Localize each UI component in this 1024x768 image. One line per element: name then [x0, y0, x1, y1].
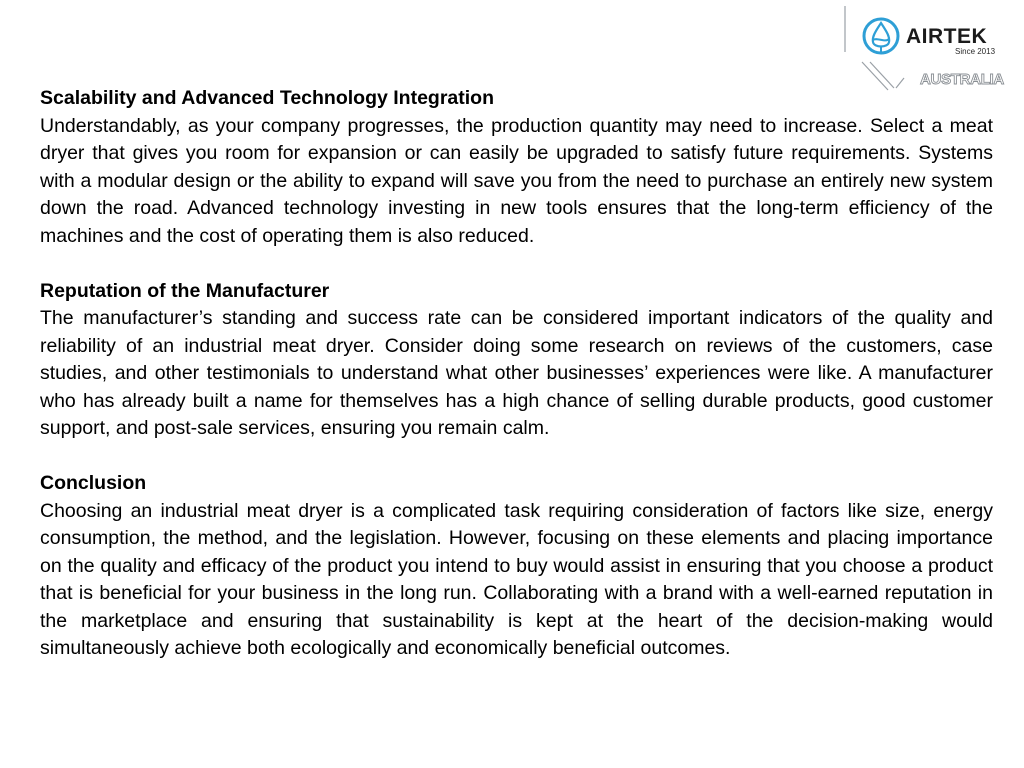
section-heading: Scalability and Advanced Technology Integration: [40, 87, 494, 109]
section-paragraph: Understandably, as your company progresses, the production quantity may need to increase. Select a meat dryer that gives you room for expansion or can easily be upgraded to satisfy future requirements. Systems with a modular design or the ability to expand will save you from the need to purchase an entirely new system down the road. Advanced technology investing in new tools ensures that the long-term efficiency of the machines and the cost of operating them is also reduced.: [40, 114, 993, 247]
section-conclusion: [40, 470, 993, 663]
section-heading: Reputation of the Manufacturer: [40, 279, 330, 302]
logo-since-text: Since 2013: [955, 47, 996, 56]
section-heading: Conclusion: [40, 472, 147, 494]
section-paragraph: Choosing an industrial meat dryer is a complicated task requiring consideration of factors like size, energy consumption, the method, and the legislation. However, focusing on these elements and placing importance on the quality and efficacy of the product you intend to buy would assist in ensuring that you choose a product that is beneficial for your business in the long run. Collaborating with a brand with a well-earned reputation in the marketplace and ensuring that sustainability is kept at the heart of the decision-making would simultaneously achieve both ecologically and economically beneficial outcomes.: [40, 499, 993, 659]
document-body: [40, 85, 993, 690]
airtek-emblem-icon: [842, 4, 918, 94]
logo-country-text: AUSTRALIA: [920, 71, 1004, 88]
section-reputation: [40, 278, 993, 443]
airtek-logo: [842, 4, 1022, 94]
section-paragraph: The manufacturer’s standing and success rate can be considered important indicators of the quality and reliability of an industrial meat dryer. Consider doing some research on reviews of the customers, case studies, and other testimonials to understand what other businesses’ experiences were like. A manufacturer who has already built a name for themselves has a high chance of selling durable products, good customer support, and post-sale services, ensuring you remain calm.: [40, 307, 993, 439]
logo-brand-name: AIRTEK: [906, 25, 988, 48]
section-scalability: [40, 85, 993, 250]
